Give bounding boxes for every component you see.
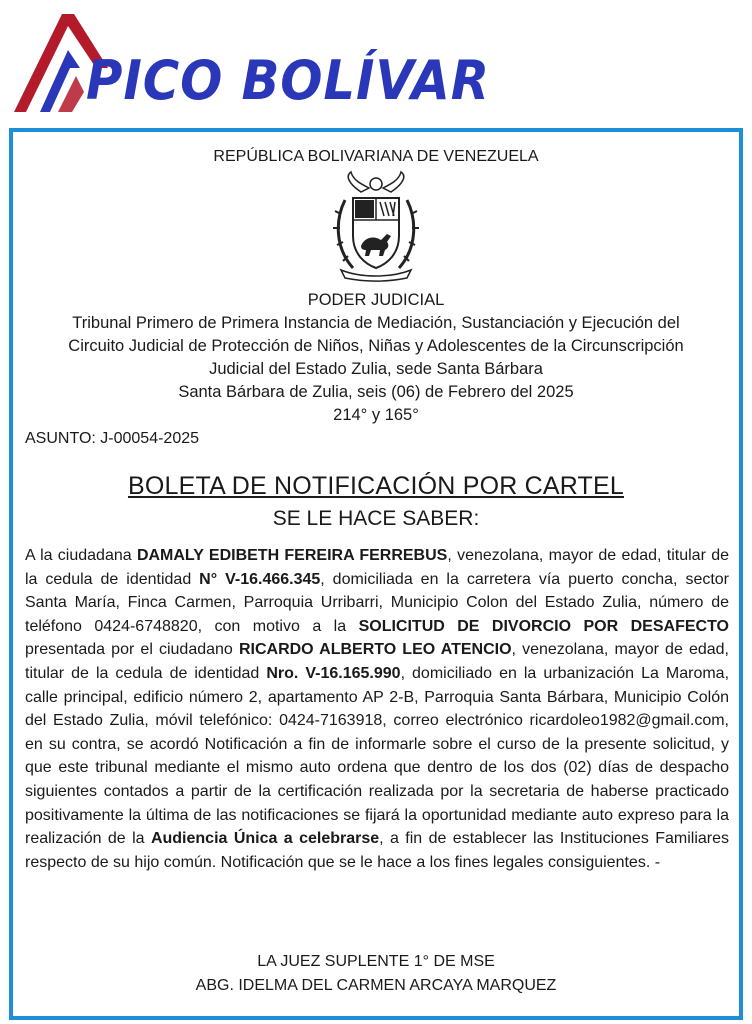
document-frame bbox=[9, 128, 743, 1020]
signature-block bbox=[13, 950, 739, 998]
coat-of-arms-icon bbox=[331, 170, 421, 282]
body-text-segment: , domiciliado en la urbanización La Maroma, calle principal, edificio número 2, apartamento AP 2-B, Parroquia Santa Bárbara, Municipio Colón del Estado Zulia, móvil telefónico: 0424-7163918, correo electrónico ricardoleo1982@gmail.com, en su contra, se acordó Notificación a fin de informarle sobre el curso de la presente solicitud, y que este tribunal mediante el mismo auto ordena que dentro de los dos (02) días de despacho siguientes contados a partir de la certificación realizada por la secretaria de haberse practicado positivamente la última de las notificaciones se fijará la oportunidad mediante auto expreso para la realización de la bbox=[25, 664, 730, 848]
court-name-line: Tribunal Primero de Primera Instancia de Mediación, Sustanciación y Ejecución del bbox=[72, 314, 680, 332]
judicial-power-heading: PODER JUDICIAL bbox=[307, 291, 445, 309]
notification-body bbox=[25, 544, 729, 874]
body-text-segment: , domiciliada en la carretera vía puerto concha, sector Santa María, Finca Carmen, Parroquia Urribarri, Municipio Colon del Estado Zulia, número de teléfono 0424-6748820, con motivo a la bbox=[25, 570, 730, 635]
court-name-line: Judicial del Estado Zulia, sede Santa Bárbara bbox=[209, 360, 543, 378]
republic-heading: REPÚBLICA BOLIVARIANA DE VENEZUELA bbox=[213, 148, 539, 165]
respondent-id: N° V-16.466.345 bbox=[199, 570, 321, 588]
logo-wordmark: PICO BOLÍVAR bbox=[86, 49, 490, 112]
body-text-segment: presentada por el ciudadano bbox=[25, 641, 239, 659]
document-date: Santa Bárbara de Zulia, seis (06) de Febrero del 2025 bbox=[178, 383, 574, 401]
years-line: 214° y 165° bbox=[333, 406, 419, 424]
case-number: ASUNTO: J-00054-2025 bbox=[25, 430, 200, 447]
case-type: SOLICITUD DE DIVORCIO POR DESAFECTO bbox=[358, 617, 729, 635]
court-name-line: Circuito Judicial de Protección de Niños, Niñas y Adolescentes de la Circunscripción bbox=[68, 337, 684, 355]
petitioner-id: Nro. V-16.165.990 bbox=[266, 664, 401, 682]
hearing-name: Audiencia Única a celebrarse bbox=[150, 830, 380, 848]
respondent-name: DAMALY EDIBETH FEREIRA FERREBUS bbox=[136, 547, 448, 564]
document-title: BOLETA DE NOTIFICACIÓN POR CARTEL bbox=[127, 472, 625, 500]
document-subtitle: SE LE HACE SABER: bbox=[272, 507, 480, 530]
body-text-segment: , venezolana, mayor de edad, titular de la cedula de identidad bbox=[25, 547, 729, 588]
court-heading bbox=[13, 289, 739, 427]
masthead bbox=[0, 0, 752, 128]
petitioner-name: RICARDO ALBERTO LEO ATENCIO bbox=[238, 641, 512, 659]
judge-role: LA JUEZ SUPLENTE 1° DE MSE bbox=[257, 953, 495, 970]
body-text-segment: , venezolana, mayor de edad, titular de la cedula de identidad bbox=[25, 641, 729, 682]
body-text-segment: A la ciudadana bbox=[25, 547, 137, 564]
judge-name: ABG. IDELMA DEL CARMEN ARCAYA MARQUEZ bbox=[195, 977, 557, 994]
body-text-segment: , a fin de establecer las Instituciones Familiares respecto de su hijo común. Notificación que se le hace a los fines legales consiguientes. - bbox=[25, 830, 730, 871]
